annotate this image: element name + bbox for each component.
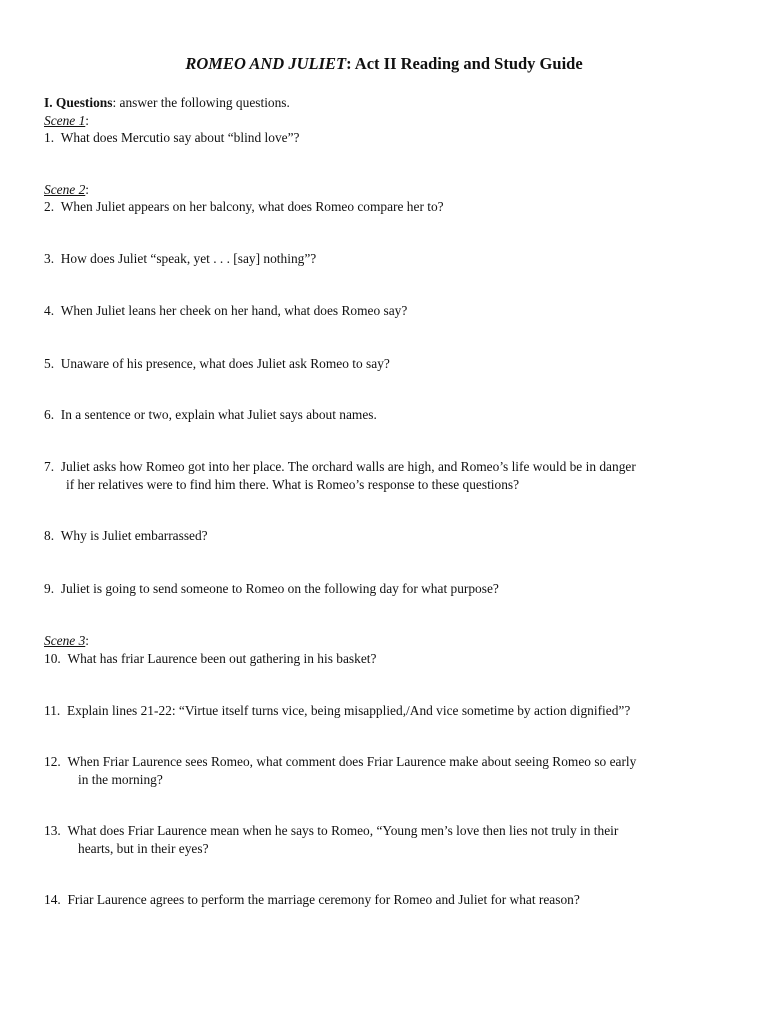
question-number: 1. [44,130,55,145]
question-text: Friar Laurence agrees to perform the marriage ceremony for Romeo and Juliet for what reason? [67,892,580,907]
question-text: What has friar Laurence been out gathering in his basket? [67,651,377,666]
scene-heading-2 [44,181,89,199]
question-number: 7. [44,459,55,474]
question-text: When Friar Laurence sees Romeo, what comment does Friar Laurence make about seeing Romeo so early [67,754,637,769]
question-text: In a sentence or two, explain what Juliet says about names. [60,407,377,422]
title-rest: : Act II Reading and Study Guide [346,54,583,73]
section-instruction: : answer the following questions. [112,95,290,110]
question-text: Juliet asks how Romeo got into her place. The orchard walls are high, and Romeo’s life would be in danger [60,459,636,474]
question-text: What does Mercutio say about “blind love”? [60,130,300,145]
question-number: 4. [44,303,55,318]
scene-heading-3 [44,632,89,650]
scene-suffix: : [85,182,89,197]
question-4 [44,302,407,320]
question-13 [44,822,618,840]
scene-label: Scene 1 [44,113,86,128]
question-13-continuation: hearts, but in their eyes? [78,841,209,856]
scene-label: Scene 3 [44,633,86,648]
question-number: 11. [44,703,61,718]
question-text: Explain lines 21-22: “Virtue itself turns vice, being misapplied,/And vice sometime by action dignified”? [66,703,631,718]
scene-suffix: : [85,633,89,648]
question-6 [44,406,377,424]
question-text: How does Juliet “speak, yet . . . [say] nothing”? [60,251,317,266]
section-heading [44,94,290,112]
question-number: 5. [44,356,55,371]
section-label: I. Questions [44,95,113,110]
question-2 [44,198,444,216]
question-text: Why is Juliet embarrassed? [60,528,208,543]
question-number: 12. [44,754,61,769]
question-text: What does Friar Laurence mean when he says to Romeo, “Young men’s love then lies not truly in their [67,823,619,838]
title-play-name: ROMEO AND JULIET [185,54,347,73]
question-10 [44,650,376,668]
question-11 [44,702,630,720]
question-text: Juliet is going to send someone to Romeo on the following day for what purpose? [60,581,499,596]
question-14 [44,891,580,909]
scene-label: Scene 2 [44,182,86,197]
question-8 [44,527,208,545]
question-9 [44,580,499,598]
question-3 [44,250,316,268]
question-1 [44,129,299,147]
question-number: 3. [44,251,55,266]
question-5 [44,355,390,373]
question-7 [44,458,636,476]
question-text: When Juliet leans her cheek on her hand, what does Romeo say? [60,303,408,318]
question-12 [44,753,636,771]
question-7-continuation: if her relatives were to find him there. What is Romeo’s response to these questions? [66,477,520,492]
question-number: 2. [44,199,55,214]
scene-heading-1 [44,112,89,130]
question-number: 8. [44,528,55,543]
question-12-continuation: in the morning? [78,772,163,787]
page-title [0,53,768,75]
question-number: 9. [44,581,55,596]
question-number: 13. [44,823,61,838]
question-number: 10. [44,651,61,666]
question-text: Unaware of his presence, what does Juliet ask Romeo to say? [60,356,390,371]
question-number: 6. [44,407,55,422]
question-number: 14. [44,892,61,907]
question-text: When Juliet appears on her balcony, what does Romeo compare her to? [60,199,444,214]
scene-suffix: : [85,113,89,128]
